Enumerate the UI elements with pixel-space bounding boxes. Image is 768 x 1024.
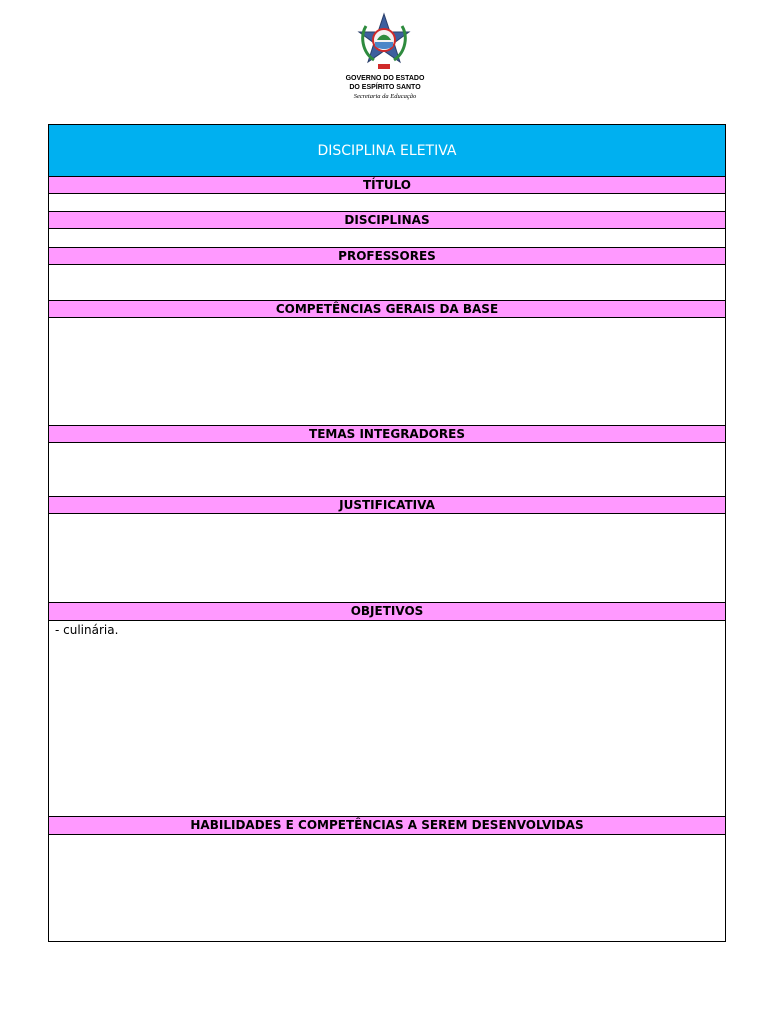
- coat-of-arms-icon: [356, 12, 412, 72]
- section-header-professores: PROFESSORES: [49, 247, 725, 265]
- section-header-temas: TEMAS INTEGRADORES: [49, 425, 725, 443]
- section-header-justificativa: JUSTIFICATIVA: [49, 496, 725, 514]
- government-name-line2: DO ESPÍRITO SANTO: [349, 84, 421, 91]
- section-header-competencias: COMPETÊNCIAS GERAIS DA BASE: [49, 300, 725, 318]
- section-header-habilidades: HABILIDADES E COMPETÊNCIAS A SEREM DESENVOLVIDAS: [49, 816, 725, 835]
- section-header-disciplinas: DISCIPLINAS: [49, 211, 725, 229]
- state-logo: [340, 12, 430, 107]
- objetivos-content: - culinária.: [55, 623, 119, 637]
- government-name-line1: GOVERNO DO ESTADO: [345, 75, 425, 82]
- secretaria-label: Secretaria da Educação: [353, 93, 417, 100]
- section-header-objetivos: OBJETIVOS: [49, 602, 725, 621]
- elective-form: [48, 124, 726, 942]
- section-header-titulo: TÍTULO: [49, 176, 725, 194]
- form-title: DISCIPLINA ELETIVA: [49, 125, 725, 176]
